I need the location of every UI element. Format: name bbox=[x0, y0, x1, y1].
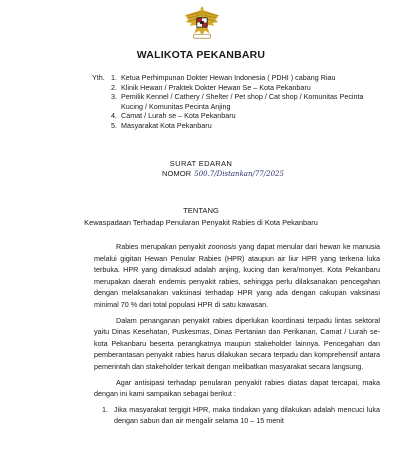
tentang-heading: TENTANG bbox=[183, 206, 219, 215]
body-paragraph: Rabies merupakan penyakit zoonosis yang dapat menular dari hewan ke manusia melalui gigitan Hewan Penular Rabies (HPR) ataupun air liur HPR yang terkena luka terbuka. HPR yang dimaksud adalah anjing, kucing dan kera/monyet. Kota Pekanbaru merupakan daerah endemis penyakit rabies, sehingga perlu dilaksanakan pencegahan dengan melaksanakan vaksinasi terhadap HPR yang ada dengan cakupan vaksinasi minimal 70 % dari total populasi HPR di satu kawasan. bbox=[94, 242, 381, 309]
letter-subject: Kewaspadaan Terhadap Penularan Penyakit Rabies di Kota Pekanbaru bbox=[84, 218, 318, 227]
list-item: 1. Jika masyarakat tergigit HPR, maka tindakan yang dilakukan adalah mencuci luka dengan sabun dan air mengalir selama 10 – 15 menit bbox=[102, 404, 380, 426]
letter-body bbox=[94, 241, 380, 427]
letter-number-label: NOMOR bbox=[162, 169, 192, 178]
garuda-emblem-icon bbox=[183, 4, 221, 42]
body-paragraph: Dalam penanganan penyakit rabies diperlukan koordinasi terpadu lintas sektoral yaitu Dinas Kesehatan, Puskesmas, Dinas Pertanian dan Perikanan, Camat / Lurah se-kota Pekanbaru beserta perangkatnya maupun stakeholder lainnya. Pencegahan dan pemberantasan penyakit rabies harus dilakukan secara terpadu dan komprehensif antara pemerintah dan stakeholder terkait dengan melibatkan masyarakat secara langsung. bbox=[94, 315, 380, 371]
body-paragraph: Agar antisipasi terhadap penularan penyakit rabies diatas dapat tercapai, maka dengan ini kami sampaikan sebagai berikut : bbox=[94, 377, 380, 399]
issuer-title: WALIKOTA PEKANBARU bbox=[136, 49, 266, 61]
recipient-item: 4. Camat / Lurah se – Kota Pekanbaru bbox=[111, 111, 236, 121]
recipient-item: 5. Masyarakat Kota Pekanbaru bbox=[111, 120, 212, 130]
recipient-item: 3. Pemilik Kennel / Cathery / Shelter / Pet shop / Cat shop / Komunitas Pecinta Kucing / Komunitas Pecinta Anjing bbox=[111, 92, 364, 111]
letter-type: SURAT EDARAN bbox=[169, 159, 233, 168]
recipient-list bbox=[111, 73, 371, 131]
letter-number bbox=[162, 169, 284, 178]
letter-number-value: 500.7/Distankan/77/2025 bbox=[194, 170, 284, 178]
recipient-prefix: Yth. bbox=[92, 73, 105, 82]
recipient-item: 1. Ketua Perhimpunan Dokter Hewan Indonesia ( PDHI ) cabang Riau bbox=[111, 73, 336, 82]
recipient-item: 2. Klinik Hewan / Praktek Dokter Hewan Se – Kota Pekanbaru bbox=[111, 82, 311, 92]
